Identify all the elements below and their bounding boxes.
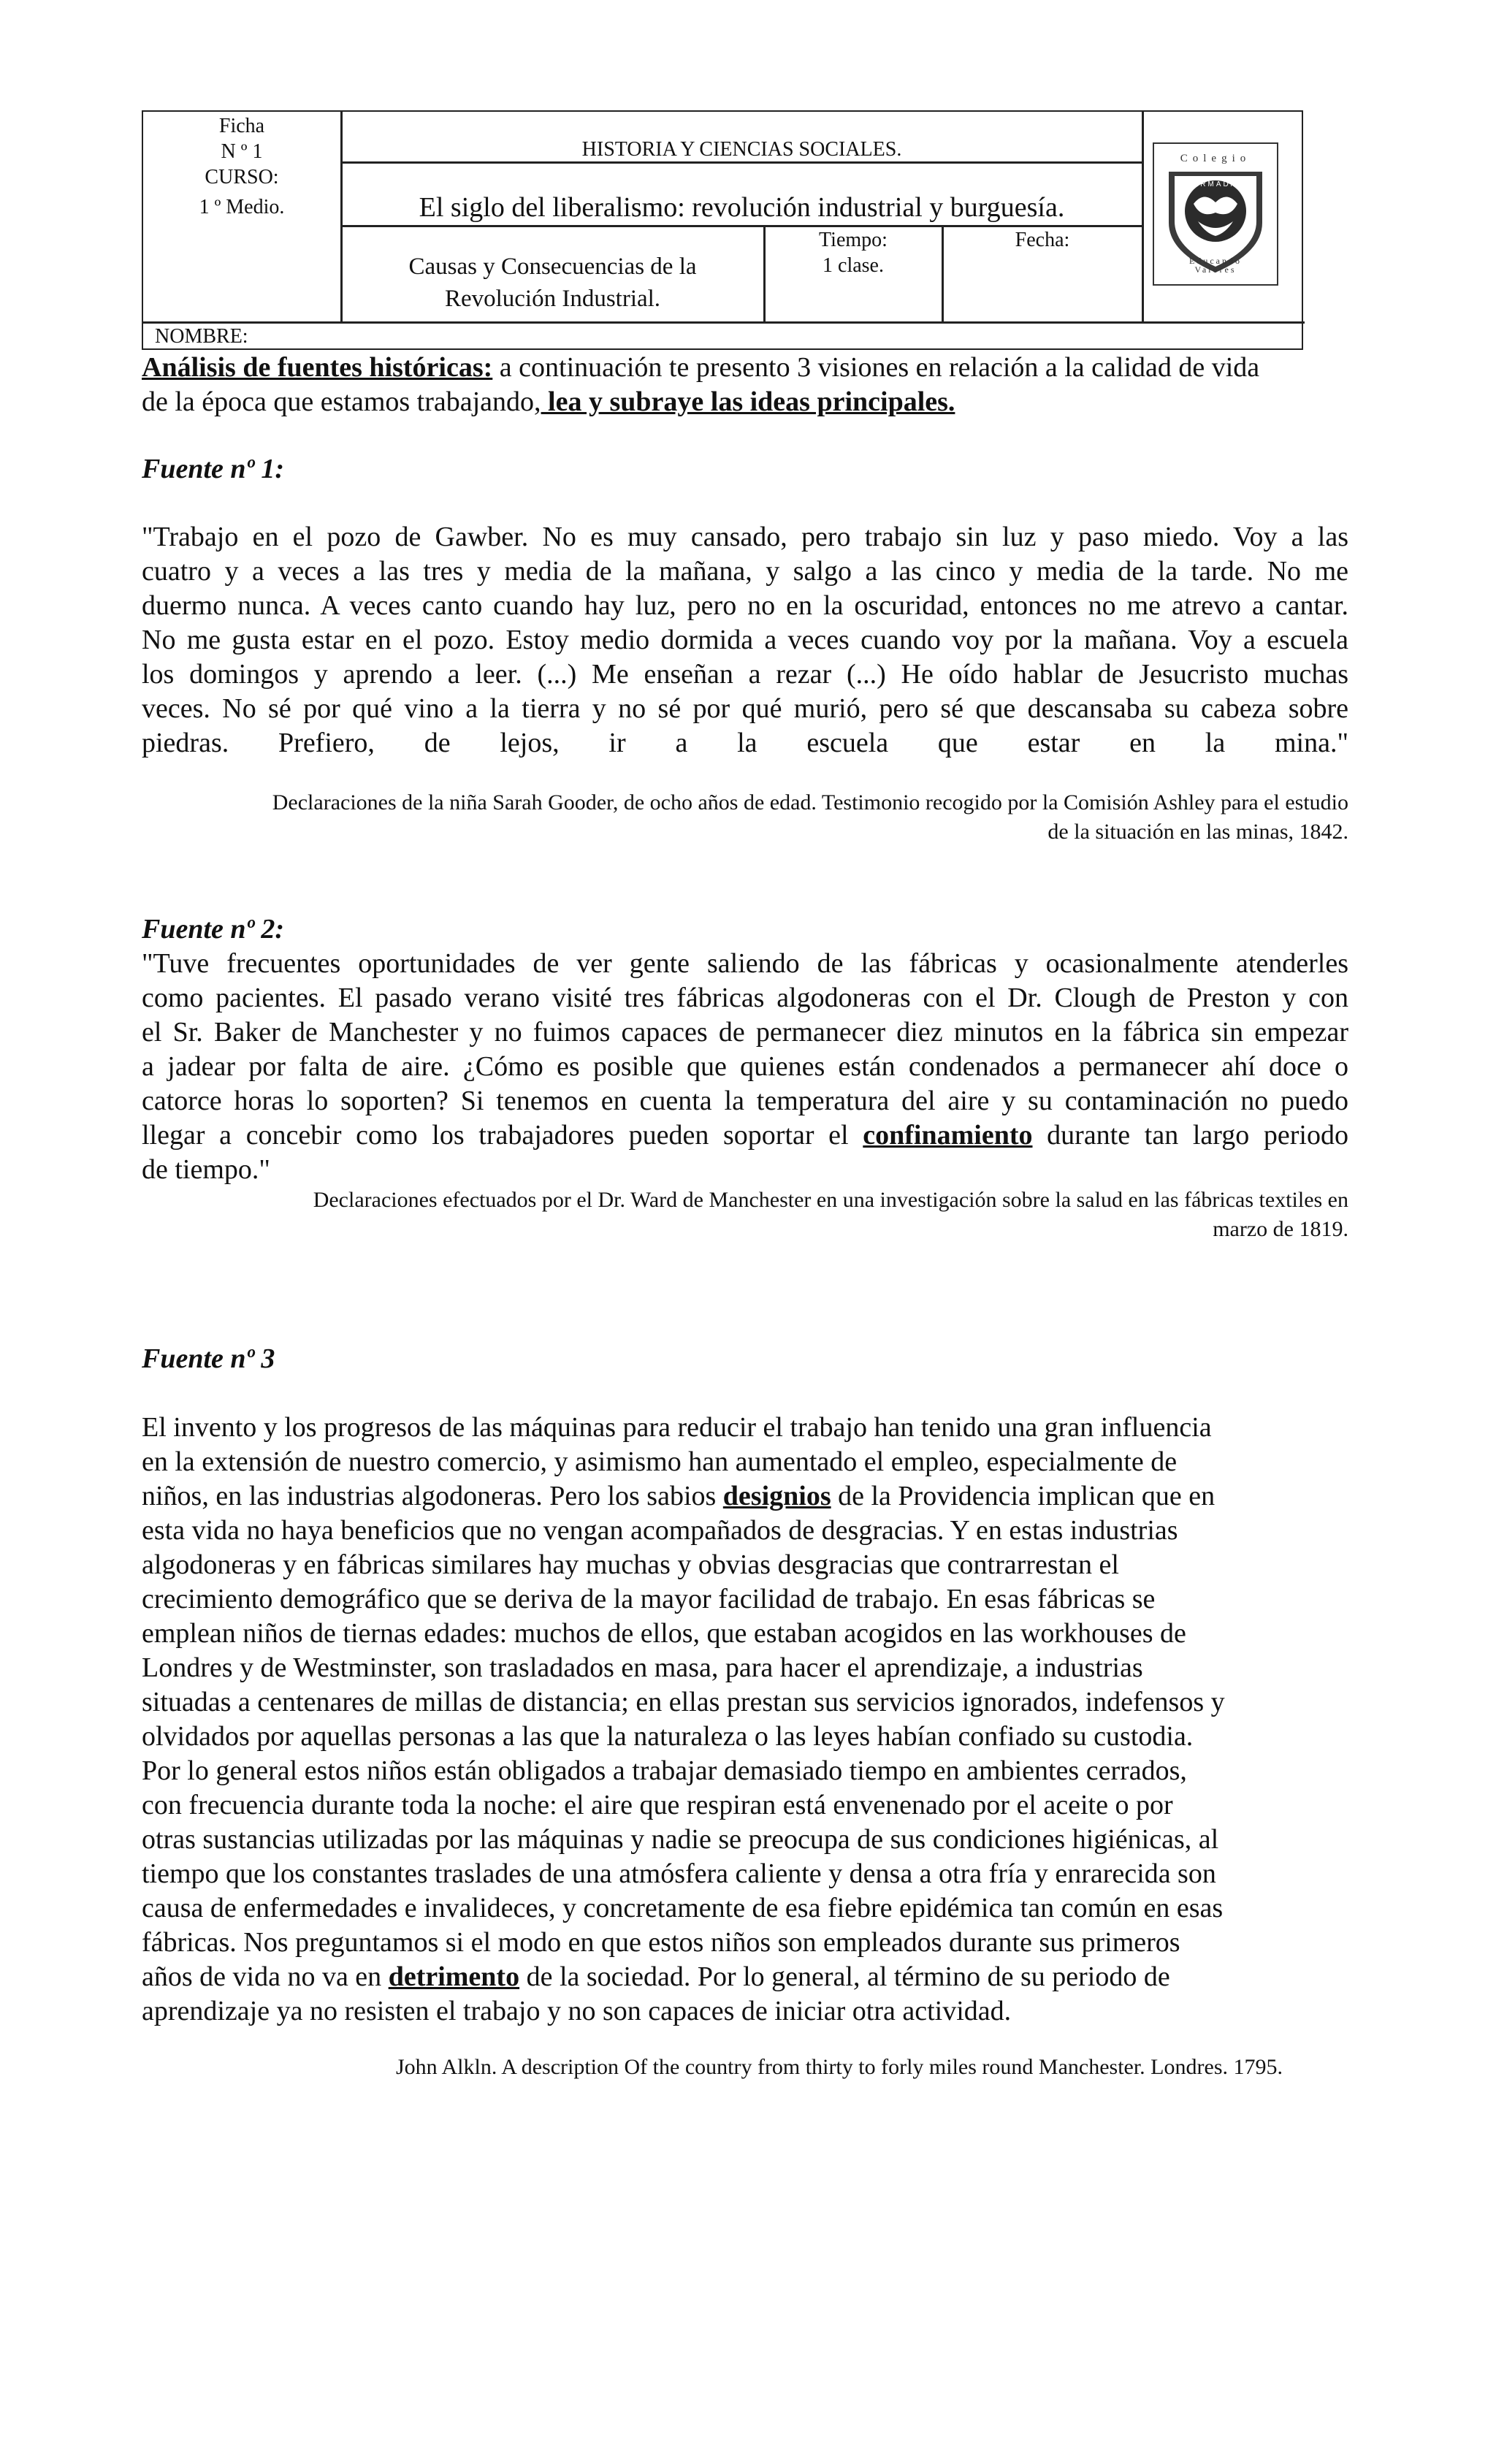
source1-citation <box>142 788 1348 847</box>
divider <box>143 321 1305 324</box>
quote-line: como pacientes. El pasado verano visité tres fábricas algodoneras con el Dr. Clough de Preston y con <box>142 983 1348 1013</box>
quote-line <box>142 1118 1348 1153</box>
logo-bottom-text: Valores <box>1194 264 1237 275</box>
text-line: en la extensión de nuestro comercio, y asimismo han aumentado el empleo, especialmente de <box>142 1446 1178 1477</box>
quote-line: el Sr. Baker de Manchester y no fuimos capaces de permanecer diez minutos en la fábrica sin empezar <box>142 1017 1348 1048</box>
quote-line: catorce horas lo soporten? Si tenemos en cuenta la temperatura del aire y su contaminación no puedo <box>142 1086 1348 1116</box>
quote-fragment: llegar a concebir como los trabajadores pueden soportar el <box>142 1120 863 1151</box>
quote-line: a jadear por falta de aire. ¿Cómo es posible que quienes están condenados a permanecer ahí doce o <box>142 1051 1348 1082</box>
divider <box>1142 112 1144 321</box>
time-value: 1 clase. <box>823 254 884 277</box>
quote-line: cuatro y a veces a las tres y media de la mañana, y salgo a las cinco y media de la tarde. No me <box>142 556 1348 587</box>
text-line: crecimiento demográfico que se deriva de la mayor facilidad de trabajo. En esas fábricas se <box>142 1584 1156 1614</box>
topic-line: Revolución Industrial. <box>444 286 661 312</box>
school-logo <box>1153 142 1278 286</box>
intro-text: a continuación te presento 3 visiones en relación a la calidad de vida <box>492 352 1260 383</box>
quote-fragment: durante tan largo periodo <box>1032 1120 1348 1151</box>
text-line: aprendizaje ya no resisten el trabajo y no son capaces de iniciar otra actividad. <box>142 1996 1012 2026</box>
ficha-info <box>143 112 340 220</box>
name-label: NOMBRE: <box>155 325 248 348</box>
text-line: tiempo que los constantes traslades de una atmósfera caliente y densa a otra fría y enrarecida son <box>142 1858 1216 1889</box>
text-line <box>142 1479 1325 1514</box>
text-line: El invento y los progresos de las máquinas para reducir el trabajo han tenido una gran influencia <box>142 1412 1212 1443</box>
quote-line: de tiempo." <box>142 1154 270 1185</box>
citation-line: Declaraciones efectuados por el Dr. Ward de Manchester en una investigación sobre la salud en las fábricas textiles en <box>313 1188 1348 1212</box>
source3-heading: Fuente nº 3 <box>142 1343 275 1374</box>
source2-quote <box>142 947 1348 1187</box>
quote-line: "Trabajo en el pozo de Gawber. No es muy cansado, pero trabajo sin luz y paso miedo. Voy a las <box>142 522 1348 552</box>
logo-bottom-text: Educando <box>1189 256 1242 266</box>
quote-line: No me gusta estar en el pozo. Estoy medio dormida a veces cuando voy por la mañana. Voy a escuela <box>142 625 1348 655</box>
header-table <box>142 110 1303 350</box>
unit-title: El siglo del liberalismo: revolución industrial y burguesía. <box>419 192 1065 223</box>
citation-line: Declaraciones de la niña Sarah Gooder, de ocho años de edad. Testimonio recogido por la Comisión Ashley para el estudio <box>272 790 1348 815</box>
intro-title: Análisis de fuentes históricas: <box>142 352 493 383</box>
quote-line: los domingos y aprendo a leer. (...) Me enseñan a rezar (...) He oído hablar de Jesucristo muchas <box>142 659 1348 690</box>
quote-line: duermo nunca. A veces canto cuando hay luz, pero no en la oscuridad, entonces no me atrevo a cantar. <box>142 590 1348 621</box>
topic-line: Causas y Consecuencias de la <box>408 253 697 280</box>
intro-instruction: lea y subraye las ideas principales. <box>541 386 955 417</box>
text-fragment: de la sociedad. Por lo general, al término de su periodo de <box>519 1961 1170 1992</box>
text-fragment: años de vida no va en <box>142 1961 389 1992</box>
text-line: fábricas. Nos preguntamos si el modo en que estos niños son empleados durante sus primeros <box>142 1927 1180 1958</box>
time-label: Tiempo: <box>819 229 888 251</box>
keyword-detrimento: detrimento <box>388 1961 520 1992</box>
text-line: algodoneras y en fábricas similares hay muchas y obvias desgracias que contrarrestan el <box>142 1549 1119 1580</box>
ficha-label: Ficha <box>218 115 265 137</box>
text-line <box>142 1960 1325 1994</box>
keyword-confinamiento: confinamiento <box>863 1120 1033 1151</box>
logo-band-text: ARMADA <box>1193 180 1238 188</box>
source2-citation <box>142 1186 1348 1244</box>
text-line: situadas a centenares de millas de distancia; en ellas prestan sus servicios ignorados, indefensos y <box>142 1687 1225 1717</box>
text-line: esta vida no haya beneficios que no vengan acompañados de desgracias. Y en estas industrias <box>142 1515 1178 1546</box>
time-cell <box>765 227 942 278</box>
text-fragment: niños, en las industrias algodoneras. Pero los sabios <box>142 1481 723 1511</box>
source3-citation: John Alkln. A description Of the country from thirty to forly miles round Manchester. Londres. 1795. <box>396 2055 1283 2079</box>
intro-text: de la época que estamos trabajando, <box>142 386 541 417</box>
source1-quote <box>142 520 1348 760</box>
citation-line: de la situación en las minas, 1842. <box>1047 820 1348 844</box>
curso-label: CURSO: <box>205 166 279 188</box>
topic-title <box>342 251 763 315</box>
text-fragment: de la Providencia implican que en <box>831 1481 1216 1511</box>
text-line: con frecuencia durante toda la noche: el aire que respiran está envenenado por el aceite o por <box>142 1790 1173 1820</box>
text-line: causa de enfermedades e invalideces, y concretamente de esa fiebre epidémica tan común en esas <box>142 1893 1224 1923</box>
text-line: otras sustancias utilizadas por las máquinas y nadie se preocupa de sus condiciones higiénicas, al <box>142 1824 1219 1855</box>
source2-heading: Fuente nº 2: <box>142 914 285 945</box>
source1-heading: Fuente nº 1: <box>142 454 285 484</box>
text-line: olvidados por aquellas personas a las que la naturaleza o las leyes habían confiado su custodia. <box>142 1721 1194 1752</box>
text-line: Londres y de Westminster, son trasladados en masa, para hacer el aprendizaje, a industrias <box>142 1652 1143 1683</box>
quote-line: "Tuve frecuentes oportunidades de ver gente saliendo de las fábricas y ocasionalmente atenderles <box>142 948 1348 979</box>
curso-value: 1 º Medio. <box>199 196 285 218</box>
subject-title: HISTORIA Y CIENCIAS SOCIALES. <box>581 138 902 161</box>
citation-line: marzo de 1819. <box>1213 1217 1348 1241</box>
quote-line: veces. No sé por qué vino a la tierra y no sé por qué murió, pero sé que descansaba su cabeza sobre <box>142 693 1348 724</box>
quote-line: piedras. Prefiero, de lejos, ir a la escuela que estar en la mina." <box>142 728 1348 758</box>
source3-text <box>142 1411 1325 2029</box>
date-label: Fecha: <box>1015 229 1070 251</box>
text-line: emplean niños de tiernas edades: muchos de ellos, que estaban acogidos en las workhouses de <box>142 1618 1186 1649</box>
logo-top-text: Colegio <box>1180 153 1251 164</box>
text-line: Por lo general estos niños están obligados a trabajar demasiado tiempo en ambientes cerrados, <box>142 1755 1187 1786</box>
intro-paragraph <box>142 351 1348 419</box>
keyword-designios: designios <box>722 1481 831 1511</box>
ficha-number: N º 1 <box>221 140 263 163</box>
